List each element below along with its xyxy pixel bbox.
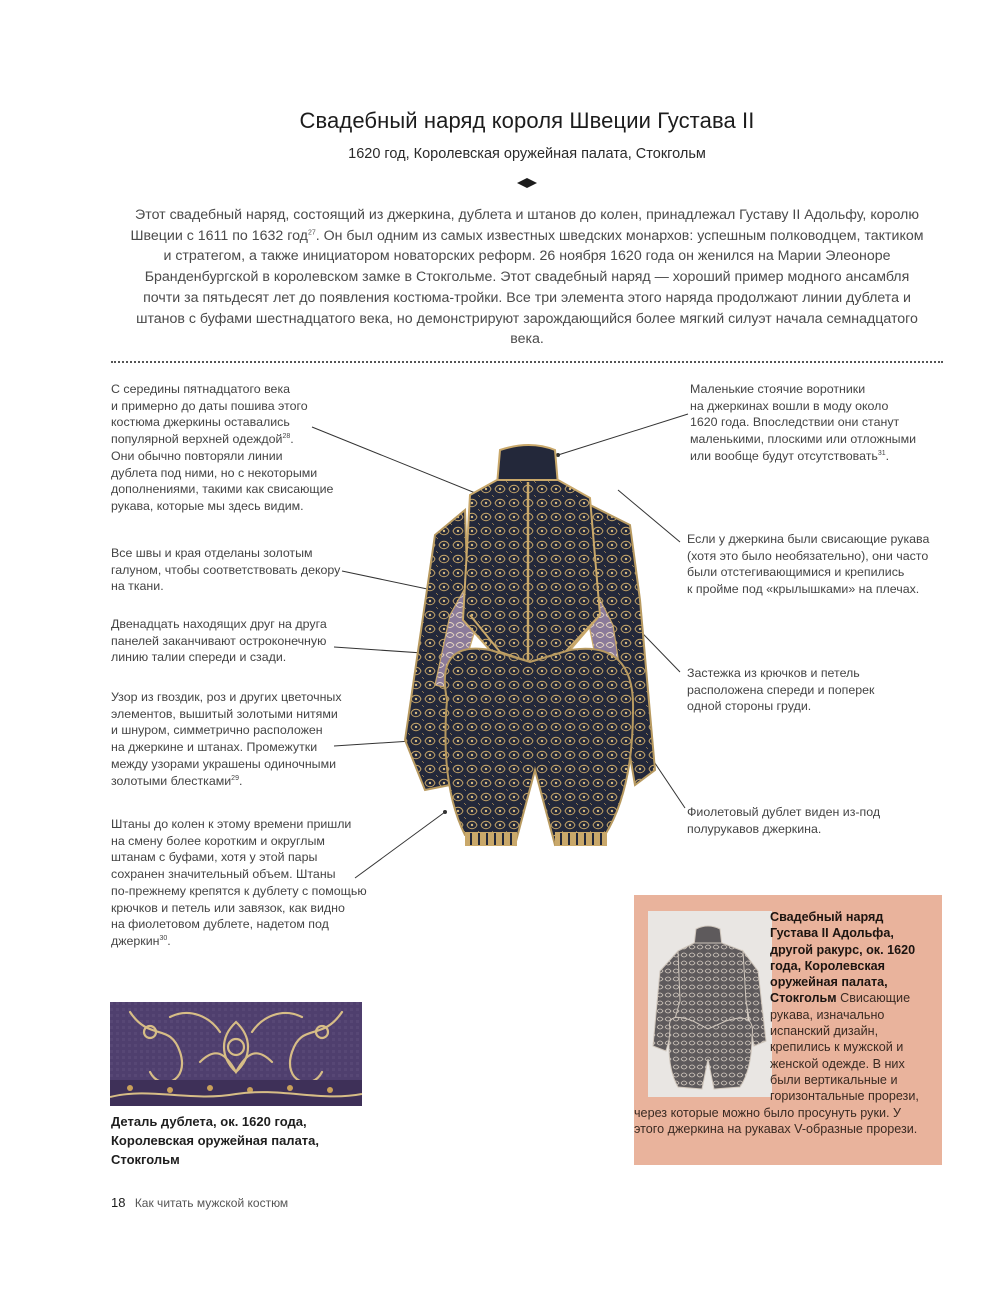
intro-text-b: . Он был одним из самых известных шведских монархов: успешным полководцем, тактиком и стратегом, а также инициатором новаторских реформ. 26 ноября 1620 года он женился на Марии Элеоноре Бранденбургской в королевском замке в Стокгольме. Этот свадебный наряд — хороший пример модного ансамбля почти за пятьдесят лет до появления костюма-тройки. Все три элемента этого наряда продолжают линии дублета и штанов с буфами шестнадцатого века, но демонстрируют зарождающийся более мягкий силуэт начала семнадцатого века. [136, 227, 924, 348]
annotation-collar: Маленькие стоячие воротники на джеркинах вошли в моду около 1620 года. Впоследствии они станут маленькими, плоскими или отложными или вообще будут отсутствовать$^{31}$. [690, 382, 917, 463]
page-subtitle: 1620 год, Королевская оружейная палата, Стокгольм [348, 146, 706, 162]
annotation-fastening: Застежка из крючков и петель расположена спереди и поперек одной стороны груди. [687, 666, 875, 714]
page-number: 18 [111, 1195, 126, 1210]
footnote-ref: 30 [159, 934, 168, 942]
running-title: Как читать мужской костюм [134, 1196, 289, 1210]
annotation-panels: Двенадцать находящих друг на друга панелей заканчивают остроконечную линию талии спереди и сзади. [111, 617, 327, 665]
sidebar-title: Свадебный наряд Густава II Адольфа, другой ракурс, ок. 1620 года, Королевская оружейная палата, Стокгольм [770, 910, 916, 1006]
detail-caption: Деталь дублета, ок. 1620 года, Королевская оружейная палата, Стокгольм [111, 1114, 320, 1167]
annotation-jerkin: С середины пятнадцатого века и примерно до даты пошива этого костюма джеркины оставались популярной верхней одеждой$^{28}$. Они обычно повторяли линии дублета под ними, но с некоторыми дополнениями, такими как свисающие рукава, которые мы здесь видим. [111, 382, 334, 513]
wedding-outfit-image [395, 440, 665, 870]
footnote-ref: 28 [282, 432, 291, 440]
footnote-ref: 29 [231, 774, 239, 782]
annotation-breeches: Штаны до колен к этому времени пришли на смену более коротким и округлым штанам с буфами, хотя у этой пары сохранен значительный объем. Штаны по-прежнему крепятся к дублету с помощью крючков и петель или завязок, как видно на фиолетовом дублете, надетом под джеркин$^{30}$. [111, 817, 367, 948]
doublet-detail-image [110, 1002, 362, 1106]
footnote-ref: 31 [877, 449, 886, 457]
annotation-seams: Все швы и края отделаны золотым галуном, чтобы соответствовать декору на ткани. [111, 546, 341, 594]
page-title: Свадебный наряд короля Швеции Густава II [299, 108, 755, 133]
annotation-embroidery: Узор из гвоздик, роз и других цветочных элементов, вышитый золотыми нитями и шнуром, симметрично расположен на джеркине и штанах. Промежутки между узорами украшены одиночными золотыми блестками$^{29}$. [111, 690, 342, 788]
annotation-purple-doublet: Фиолетовый дублет виден из-под полурукавов джеркина. [687, 805, 881, 836]
sidebar-body: Свисающие рукава, изначально испанский дизайн, крепились к мужской и женской одежде. В них были вертикальные и горизонтальные прорези, через которые можно было просунуть руки. У этого джеркина на рукавах V-образные прорези. [634, 991, 919, 1136]
sidebar-box [634, 895, 942, 1165]
intro-text-a: Этот свадебный наряд, состоящий из джеркина, дублета и штанов до колен, принадлежал Густаву II Адольфу, королю Швеции с 1611 по 1632 год [130, 207, 919, 244]
footnote-ref: 27 [307, 228, 316, 236]
annotation-hanging-sleeves: Если у джеркина были свисающие рукава (хотя это было необязательно), они часто были отстегивающимися и крепились к пройме под «крылышками» на плечах. [687, 532, 930, 597]
sidebar-text [634, 909, 928, 1137]
page-footer [111, 1195, 288, 1210]
